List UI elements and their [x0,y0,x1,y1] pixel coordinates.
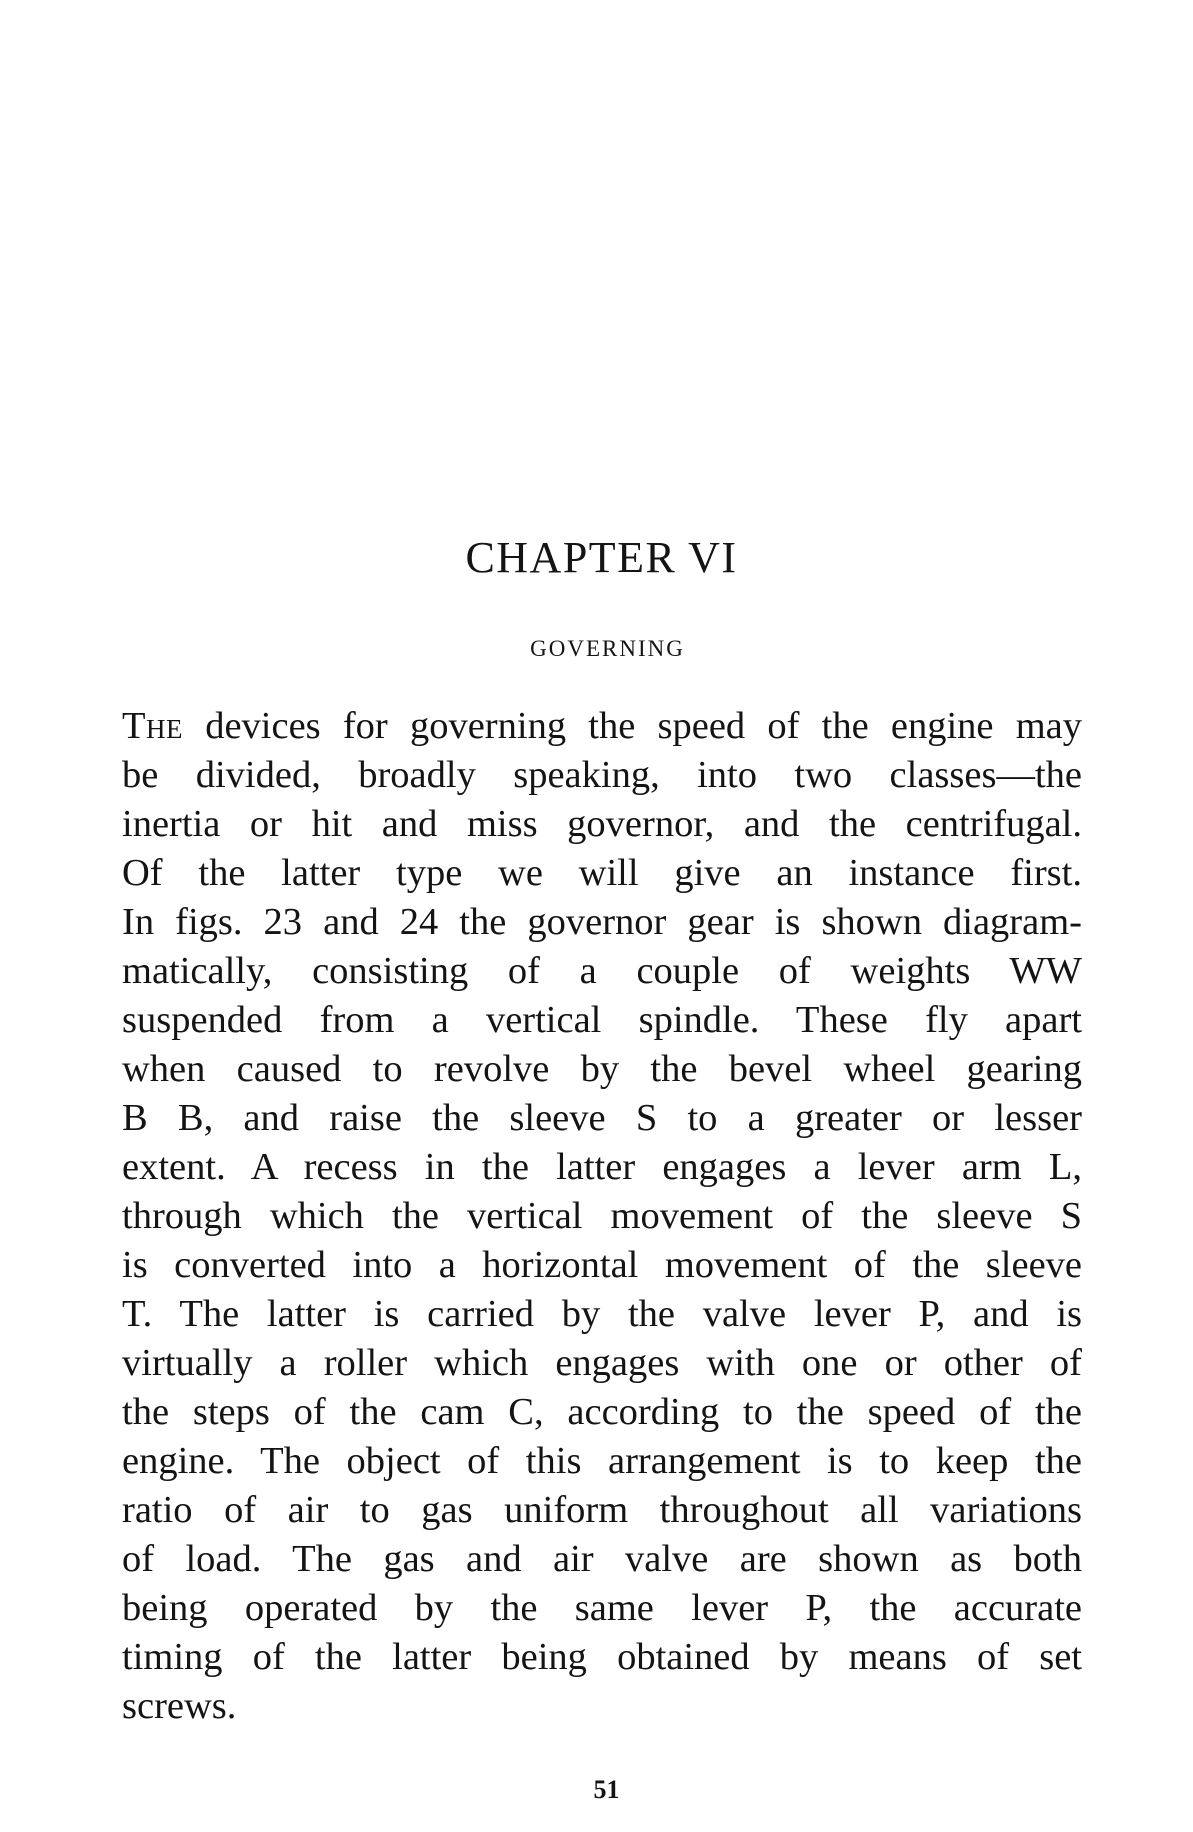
text-line-20: timing of the latter being obtained by means of set [122,1636,1082,1678]
page-number: 51 [593,1775,620,1804]
body-paragraph [122,702,1082,1731]
text-line-17: ratio of air to gas uniform throughout all variations [122,1489,1082,1531]
text-line-7: suspended from a vertical spindle. These fly apart [122,999,1082,1041]
text-line-4: Of the latter type we will give an instance first. [122,852,1082,894]
text-line-18: of load. The gas and air valve are shown as both [122,1538,1082,1580]
text-line-8: when caused to revolve by the bevel wheel gearing [122,1048,1082,1090]
text-line-1-rest: devices for governing the speed of the engine may [183,705,1082,747]
text-line-15: the steps of the cam C, according to the speed of the [122,1391,1082,1433]
text-line-19: being operated by the same lever P, the accurate [122,1587,1082,1629]
text-line-2: be divided, broadly speaking, into two classes—the [122,754,1082,796]
text-line-10: extent. A recess in the latter engages a lever arm L, [122,1146,1082,1188]
text-line-12: is converted into a horizontal movement of the sleeve [122,1244,1082,1286]
text-line-21: screws. [122,1685,237,1727]
text-line-9: B B, and raise the sleeve S to a greater or lesser [122,1097,1082,1139]
text-line-3: inertia or hit and miss governor, and the centrifugal. [122,803,1082,845]
text-line-5: In figs. 23 and 24 the governor gear is shown diagram- [122,901,1082,943]
chapter-title: CHAPTER VI [465,533,738,582]
text-line-14: virtually a roller which engages with one or other of [122,1342,1082,1384]
text-line-16: engine. The object of this arrangement is to keep the [122,1440,1082,1482]
section-title: GOVERNING [530,636,685,661]
text-line-11: through which the vertical movement of the sleeve S [122,1195,1082,1237]
lead-word: The [122,705,184,747]
text-line-1 [122,702,1082,751]
text-line-6: matically, consisting of a couple of weights WW [122,950,1082,992]
text-line-13: T. The latter is carried by the valve lever P, and is [122,1293,1082,1335]
